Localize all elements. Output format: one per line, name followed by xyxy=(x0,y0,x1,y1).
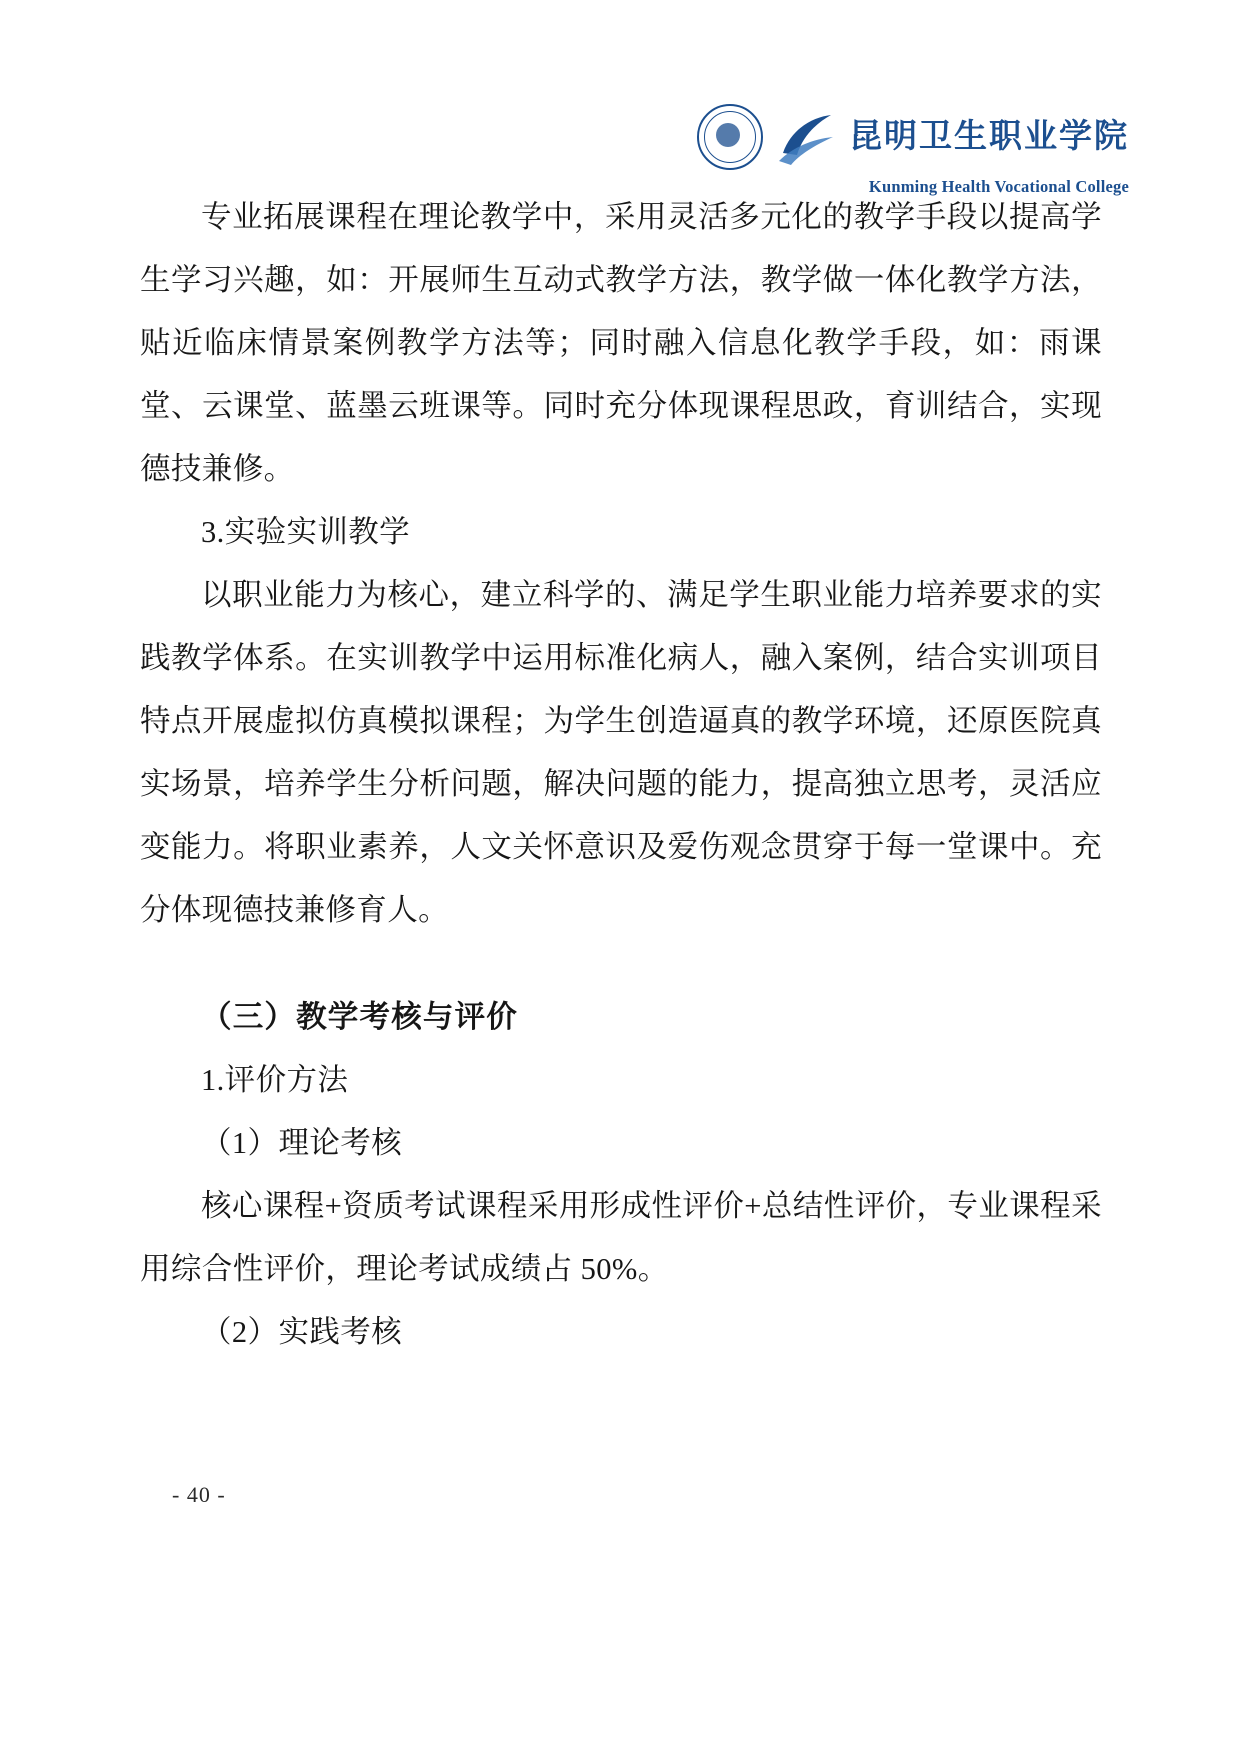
section-spacer xyxy=(140,942,1102,986)
heading-practice-assessment: （2）实践考核 xyxy=(201,1315,403,1349)
logo-row xyxy=(697,104,1129,170)
college-name-en: Kunming Health Vocational College xyxy=(868,177,1129,196)
college-seal-icon xyxy=(697,104,763,170)
document-body xyxy=(140,186,1102,1364)
page-number: - 40 - xyxy=(172,1482,226,1507)
heading-evaluation-method: 1.评价方法 xyxy=(201,1063,349,1097)
heading-theory-assessment: （1）理论考核 xyxy=(201,1126,403,1160)
paragraph-1: 专业拓展课程在理论教学中，采用灵活多元化的教学手段以提高学生学习兴趣，如：开展师生互动式教学方法，教学做一体化教学方法，贴近临床情景案例教学方法等；同时融入信息化教学手段，如：雨课堂、云课堂、蓝墨云班课等。同时充分体现课程思政，育训结合，实现德技兼修。 xyxy=(140,200,1102,486)
paragraph-3: 核心课程+资质考试课程采用形成性评价+总结性评价，专业课程采用综合性评价，理论考试成绩占 50%。 xyxy=(140,1189,1102,1286)
college-name-cn: 昆明卫生职业学院 xyxy=(849,118,1129,155)
heading-assessment-evaluation: （三）教学考核与评价 xyxy=(201,1000,518,1034)
heading-experiment-training: 3.实验实训教学 xyxy=(201,515,411,549)
wave-emblem-icon xyxy=(773,107,839,167)
college-logo-header xyxy=(697,104,1129,197)
paragraph-2: 以职业能力为核心，建立科学的、满足学生职业能力培养要求的实践教学体系。在实训教学中运用标准化病人，融入案例，结合实训项目特点开展虚拟仿真模拟课程；为学生创造逼真的教学环境，还原医院真实场景，培养学生分析问题，解决问题的能力，提高独立思考，灵活应变能力。将职业素养，人文关怀意识及爱伤观念贯穿于每一堂课中。充分体现德技兼修育人。 xyxy=(140,578,1102,927)
